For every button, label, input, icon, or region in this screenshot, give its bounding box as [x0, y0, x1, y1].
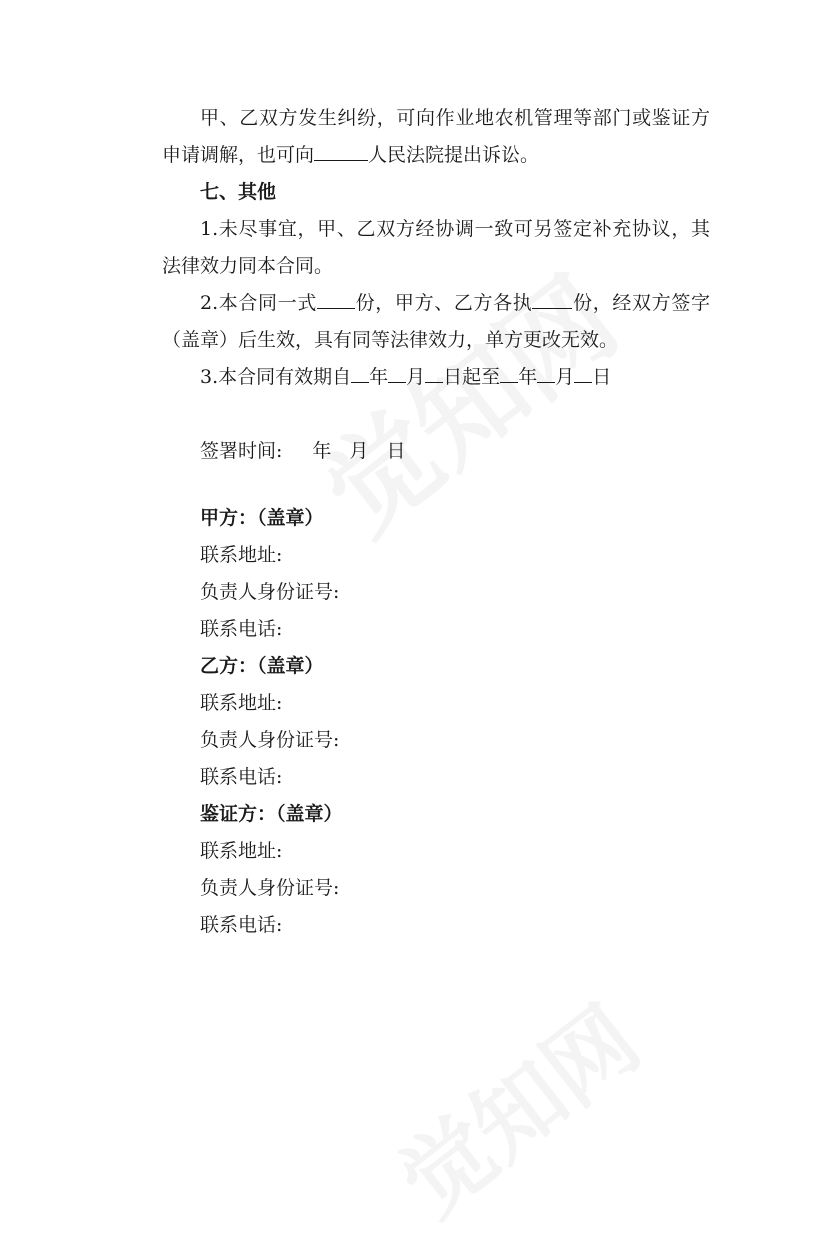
- signing-day: 日: [386, 440, 406, 462]
- party-a-block: [162, 500, 710, 944]
- section-7-item-1: 1.未尽事宜，甲、乙双方经协调一致可另签定补充协议，其法律效力同本合同。: [162, 218, 710, 277]
- party-c-id-number: 负责人身份证号:: [200, 877, 340, 899]
- section-7-item-3: [162, 359, 710, 396]
- item-2-text-a: 2.本合同一式: [200, 292, 317, 314]
- section-7-item-2: [162, 285, 710, 359]
- signing-time-label: 签署时间:: [200, 440, 283, 462]
- item-3-month-a: 月: [406, 366, 426, 388]
- dispute-text-before: 甲、乙双方发生纠纷，可向作业地农机管理等部门或鉴证方申请调解，也可向: [162, 107, 710, 166]
- watermark-lower: [369, 971, 662, 1239]
- party-b-title: 乙方：（盖章）: [200, 655, 324, 677]
- section-7-heading: 七、其他: [200, 181, 277, 203]
- copies-total-blank: [317, 288, 355, 309]
- item-3-month-b: 月: [555, 366, 575, 388]
- start-year-blank: [351, 362, 369, 383]
- start-day-blank: [425, 362, 443, 383]
- party-c-address: 联系地址:: [200, 840, 283, 862]
- party-a-id-number: 负责人身份证号:: [200, 581, 340, 603]
- item-3-day-b: 日: [592, 366, 612, 388]
- party-a-address: 联系地址:: [200, 544, 283, 566]
- party-c-title: 鉴证方：（盖章）: [200, 803, 343, 825]
- item-3-text-d: 日起至: [443, 366, 501, 388]
- item-3-year-b: 年: [518, 366, 538, 388]
- item-3-year-a: 年: [369, 366, 389, 388]
- item-2-text-c: 份，经双方签字（盖章）后生效，具有同等法律效力，单方更改无效。: [162, 292, 710, 351]
- end-year-blank: [500, 362, 518, 383]
- party-a-phone: 联系电话:: [200, 618, 283, 640]
- document-body: [162, 100, 710, 944]
- signing-month: 月: [349, 440, 369, 462]
- party-c-phone: 联系电话:: [200, 914, 283, 936]
- start-month-blank: [388, 362, 406, 383]
- party-b-phone: 联系电话:: [200, 766, 283, 788]
- copies-each-blank: [532, 288, 572, 309]
- item-2-text-b: 份，甲方、乙方各执: [355, 292, 533, 314]
- dispute-text-after: 人民法院提出诉讼。: [368, 144, 540, 166]
- party-b-id-number: 负责人身份证号:: [200, 729, 340, 751]
- court-blank: [314, 140, 368, 161]
- end-day-blank: [574, 362, 592, 383]
- party-a-title: 甲方：（盖章）: [200, 507, 324, 529]
- item-3-text-a: 3.本合同有效期自: [200, 366, 352, 388]
- signing-year: 年: [312, 440, 332, 462]
- end-month-blank: [537, 362, 555, 383]
- dispute-paragraph: [162, 100, 710, 174]
- signing-time: [162, 433, 710, 470]
- party-b-address: 联系地址:: [200, 692, 283, 714]
